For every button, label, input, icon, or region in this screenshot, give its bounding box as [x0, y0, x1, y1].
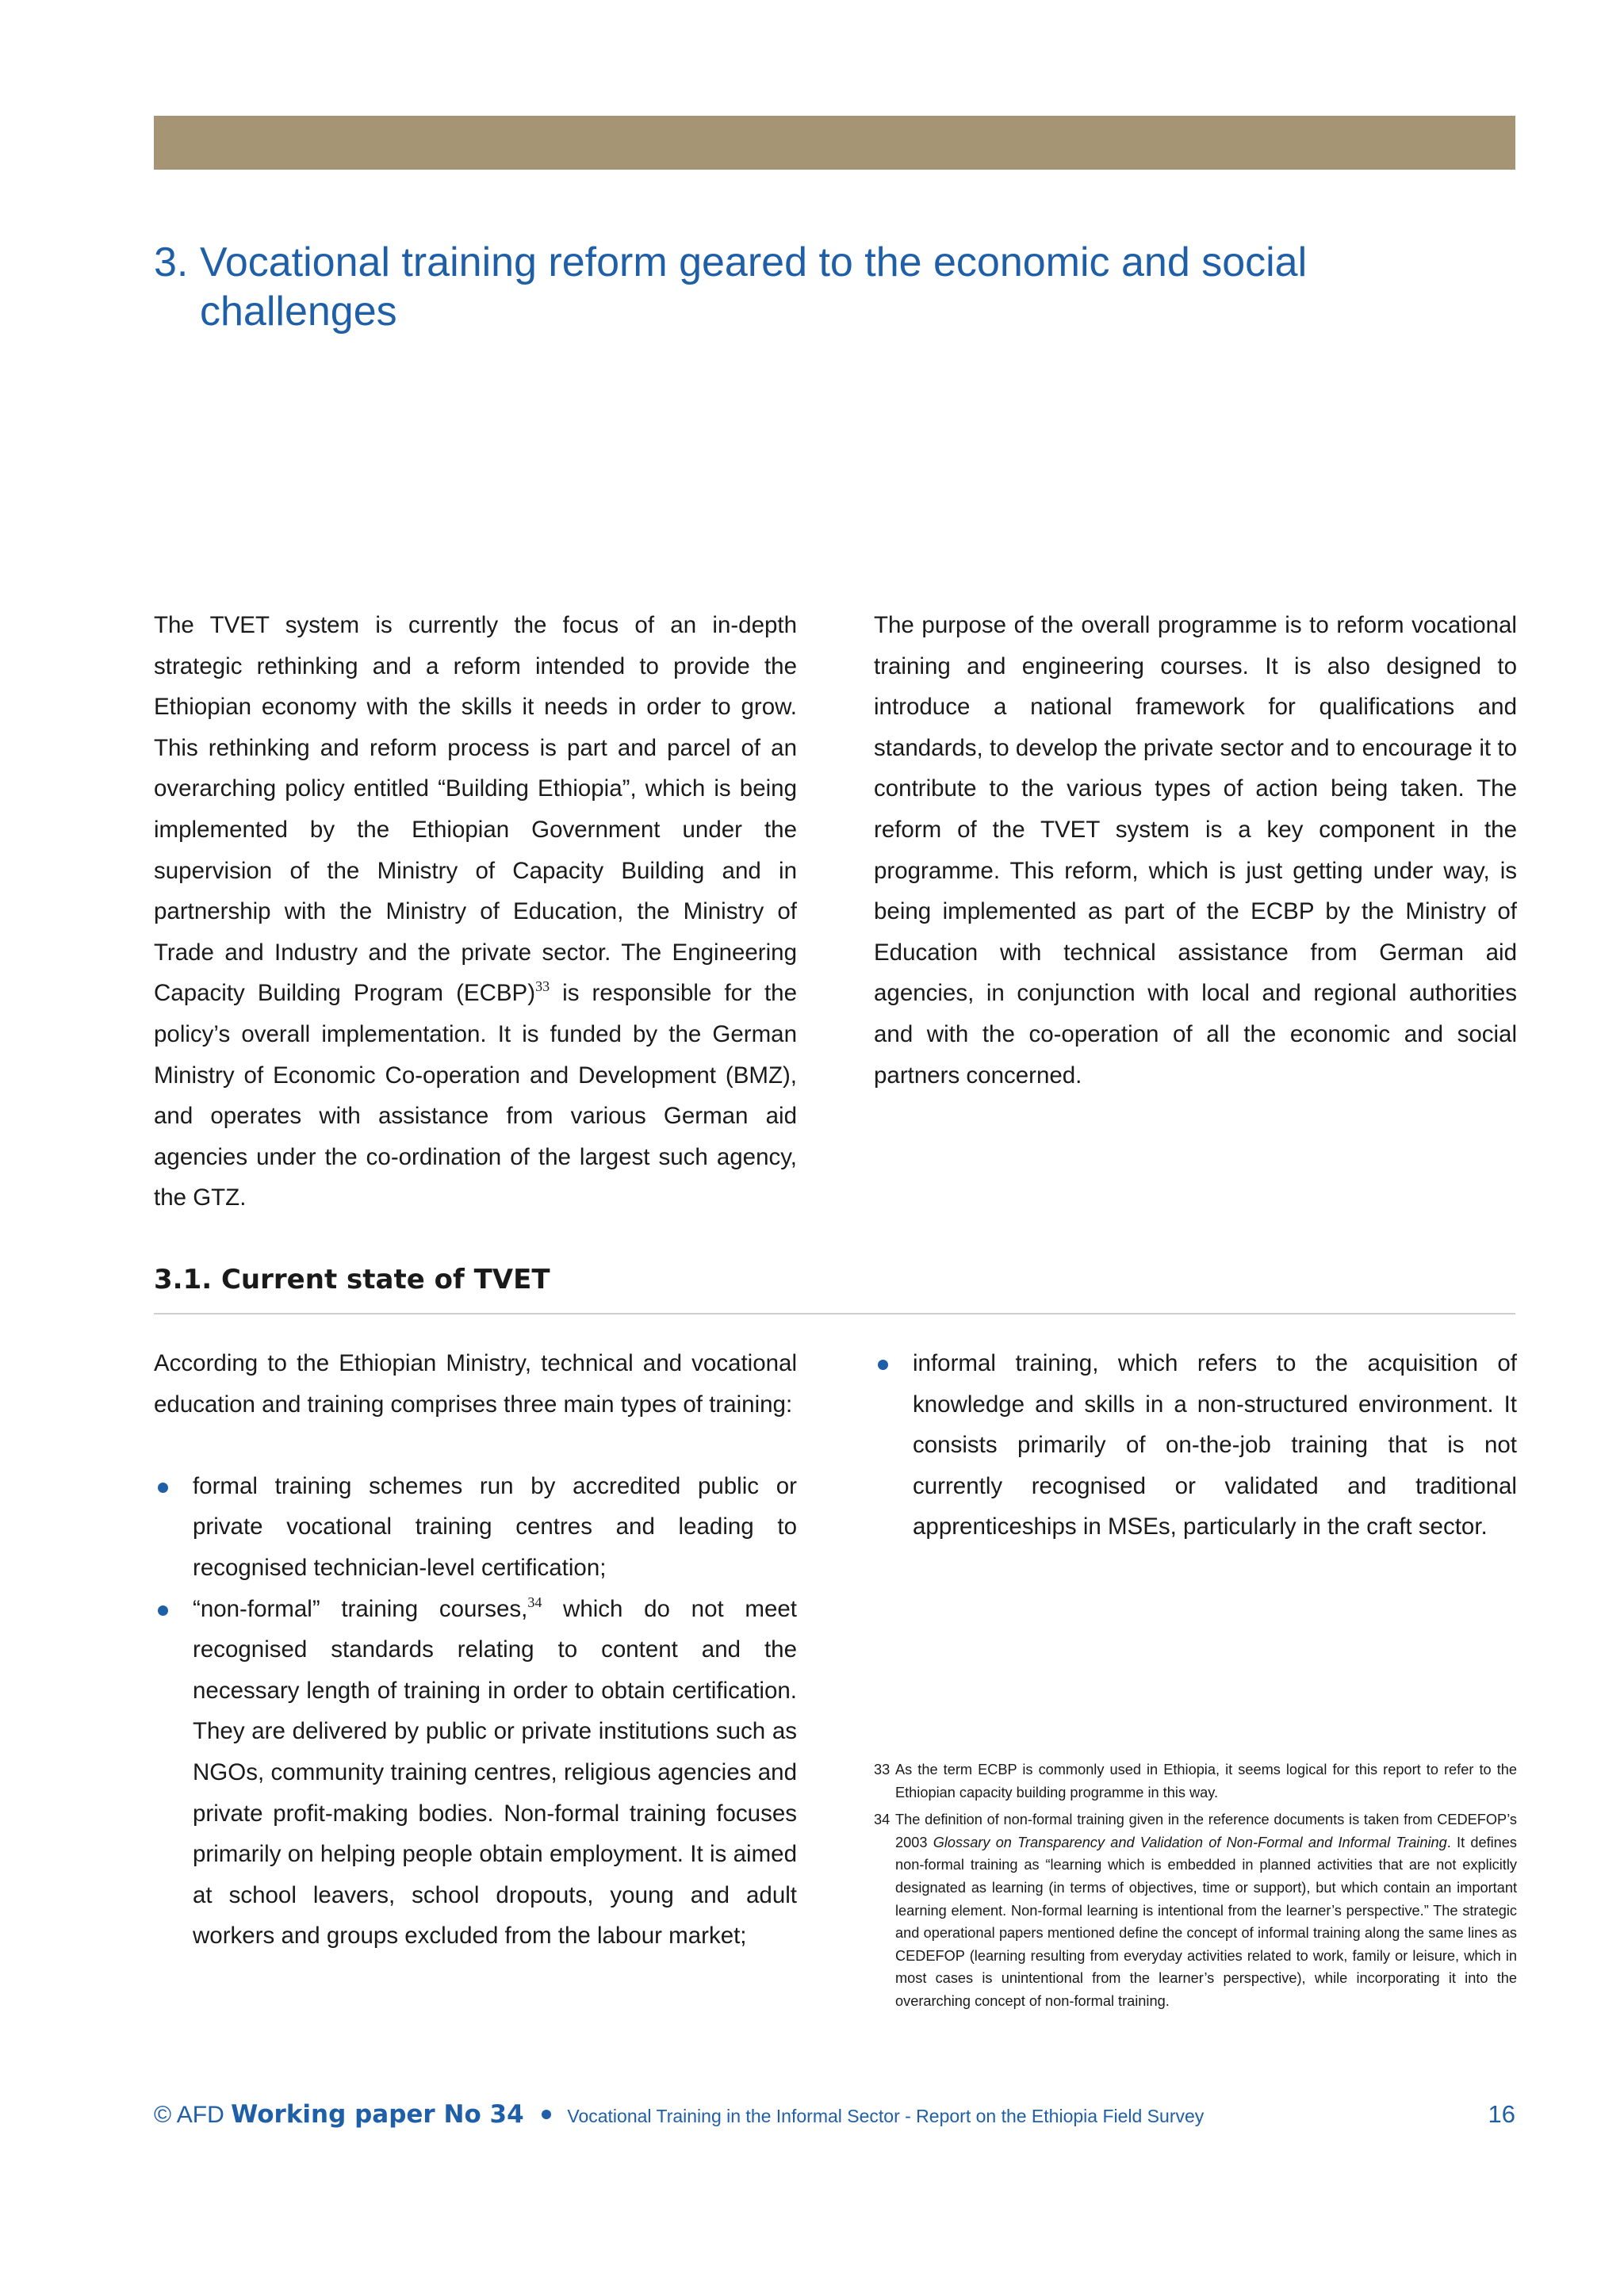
header-bar	[154, 116, 1515, 170]
section-heading: 3.1. Current state of TVET	[154, 1264, 550, 1295]
footnote-text-cont: . It defines non-formal training as “learning which is embedded in planned activities that are not explicitly designated as learning (in terms of objectives, time or support), but which contain an important learning element. Non-formal learning is intentional from the learner’s perspective.” The strategic and operational papers mentioned define the concept of informal training along the same lines as CEDEFOP (learning resulting from everyday activities related to work, family or leisure, which in most cases is unintentional from the learner’s perspective), while incorporating it into the overarching concept of non-formal training.	[895, 1834, 1518, 2009]
bullet-text: “non-formal” training courses,	[193, 1595, 528, 1622]
training-types-list-cont	[874, 1343, 1517, 1548]
chapter-title	[154, 238, 1423, 336]
intro-left-text-cont: is responsible for the policy’s overall implementation. It is funded by the German Ministry of Economic Co-operation and Development (BMZ), and operates with assistance from various German aid agencies under the co-ordination of the largest such agency, the GTZ.	[154, 980, 797, 1211]
list-item	[874, 1343, 1517, 1548]
intro-right-column	[874, 605, 1517, 1096]
footnote-34	[874, 1808, 1517, 2012]
bullet-icon	[158, 1483, 168, 1493]
chapter-title-line2: challenges	[200, 289, 397, 335]
footnote-33	[874, 1758, 1517, 1804]
chapter-number: 3.	[154, 239, 189, 285]
page-footer	[154, 2095, 1515, 2134]
intro-left-paragraph	[154, 605, 797, 1219]
footnote-glossary-title: Glossary on Transparency and Validation of Non-Formal and Informal Training	[933, 1834, 1447, 1850]
page-number: 16	[1488, 2100, 1515, 2128]
footnote-text: As the term ECBP is commonly used in Ethiopia, it seems logical for this report to refer to the Ethiopian capacity building programme in this way.	[895, 1762, 1517, 1800]
footnotes	[874, 1758, 1517, 2018]
training-types-list	[154, 1466, 797, 1957]
intro-left-text: The TVET system is currently the focus of an in-depth strategic rethinking and a reform intended to provide the Ethiopian economy with the skills it needs in order to grow. This rethinking and reform process is part and parcel of an overarching policy entitled “Building Ethiopia”, which is being implemented by the Ethiopian Government under the supervision of the Ministry of Capacity Building and in partnership with the Ministry of Education, the Ministry of Trade and Industry and the private sector. The Engineering Capacity Building Program (ECBP)	[154, 612, 797, 1007]
footer-series: Working paper No 34	[231, 2100, 524, 2129]
footnote-ref-33[interactable]: 33	[535, 978, 550, 995]
footnote-text: The definition of non-formal training given in the reference documents is taken from CEDEFOP’s 2003	[895, 1812, 1517, 1850]
footer-document-title: Vocational Training in the Informal Sector - Report on the Ethiopia Field Survey	[567, 2106, 1205, 2126]
footnote-number: 34	[874, 1812, 891, 1828]
bullet-icon	[158, 1605, 168, 1616]
footnote-ref-34[interactable]: 34	[527, 1594, 542, 1610]
bullet-text-cont: which do not meet recognised standards relating to content and the necessary length of training in order to obtain certification. They are delivered by public or private institutions such as NGOs, community training centres, religious agencies and private profit-making bodies. Non-formal training focuses primarily on helping people obtain employment. It is aimed at school leavers, school dropouts, young and adult workers and groups excluded from the labour market;	[193, 1595, 797, 1950]
footer-copyright: © AFD	[154, 2102, 224, 2128]
section-left-column	[154, 1343, 797, 1957]
list-item	[154, 1466, 797, 1589]
chapter-title-line1: Vocational training reform geared to the economic and social	[200, 239, 1308, 285]
list-item	[154, 1589, 797, 1957]
bullet-icon	[878, 1360, 888, 1370]
footnote-number: 33	[874, 1762, 891, 1777]
intro-left-column	[154, 605, 797, 1219]
section-right-column	[874, 1343, 1517, 1548]
intro-right-paragraph: The purpose of the overall programme is to reform vocational training and engineering courses. It is also designed to introduce a national framework for qualifications and standards, to develop the private sector and to encourage it to contribute to the various types of action being taken. The reform of the TVET system is a key component in the programme. This reform, which is just getting under way, is being implemented as part of the ECBP by the Ministry of Education with technical assistance from German aid agencies, in conjunction with local and regional authorities and with the co-operation of all the economic and social partners concerned.	[874, 612, 1517, 1089]
bullet-text: informal training, which refers to the acquisition of knowledge and skills in a non-structured environment. It consists primarily of on-the-job training that is not currently recognised or validated and traditional apprenticeships in MSEs, particularly in the craft sector.	[913, 1350, 1517, 1540]
section-divider	[154, 1313, 1515, 1314]
bullet-text: formal training schemes run by accredited public or private vocational training centres and leading to recognised technician-level certification;	[193, 1472, 797, 1581]
section-intro-paragraph: According to the Ethiopian Ministry, technical and vocational education and training comprises three main types of training:	[154, 1350, 797, 1418]
separator-dot-icon	[542, 2110, 551, 2119]
